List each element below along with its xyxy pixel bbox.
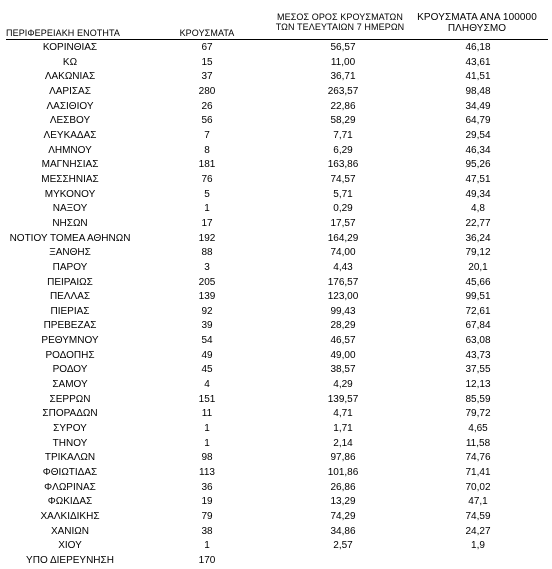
cases-cell: 181 <box>198 159 216 171</box>
table-row <box>0 261 552 276</box>
rate-cell: 49,34 <box>465 188 491 200</box>
cases-cell: 67 <box>201 42 213 53</box>
avg-cell: 2,57 <box>333 540 353 552</box>
rate-cell: 98,48 <box>465 85 491 97</box>
region-cell: ΠΡΕΒΕΖΑΣ <box>43 320 97 332</box>
avg-cell: 4,29 <box>333 379 353 391</box>
table-row <box>0 232 552 247</box>
avg-cell: 28,29 <box>330 320 356 332</box>
table-row <box>0 466 552 481</box>
rate-cell: 11,58 <box>465 437 491 449</box>
avg-cell: 5,71 <box>333 188 353 200</box>
avg-cell: 74,29 <box>330 511 356 522</box>
cases-cell: 38 <box>201 525 213 537</box>
cases-cell: 8 <box>204 144 210 156</box>
rate-cell: 43,61 <box>465 56 491 68</box>
table-row <box>0 41 552 56</box>
header-rate <box>404 12 550 34</box>
cases-cell: 92 <box>201 305 213 317</box>
avg-cell: 101,86 <box>327 467 359 479</box>
rate-cell: 74,76 <box>465 452 491 464</box>
region-cell: ΛΗΜΝΟΥ <box>48 144 92 156</box>
cases-cell: 1 <box>204 437 210 449</box>
table-row <box>0 56 552 71</box>
rate-cell: 72,61 <box>465 305 491 317</box>
avg-cell: 7,71 <box>333 129 353 141</box>
cases-cell: 54 <box>201 335 213 347</box>
region-cell: ΥΠΟ ΔΙΕΡΕΥΝΗΣΗ <box>26 554 114 566</box>
region-cell: ΜΕΣΣΗΝΙΑΣ <box>41 173 99 185</box>
rate-cell: 67,84 <box>465 320 491 332</box>
region-cell: ΦΘΙΩΤΙΔΑΣ <box>42 467 98 479</box>
table-row <box>0 481 552 496</box>
table-row <box>0 305 552 320</box>
header-avg <box>272 12 408 32</box>
table-row <box>0 217 552 232</box>
table-row <box>0 100 552 115</box>
table-row <box>0 349 552 364</box>
table-row <box>0 525 552 540</box>
avg-cell: 17,57 <box>330 217 356 229</box>
cases-cell: 1 <box>204 423 210 435</box>
cases-cell: 56 <box>201 115 213 127</box>
region-cell: ΧΑΝΙΩΝ <box>50 525 90 537</box>
table-row <box>0 276 552 291</box>
table-row <box>0 158 552 173</box>
header-avg-line2: ΤΩΝ ΤΕΛΕΥΤΑΙΩΝ 7 ΗΜΕΡΩΝ <box>275 22 405 32</box>
cases-cell: 37 <box>201 71 213 83</box>
cases-cell: 5 <box>204 188 210 200</box>
rate-cell: 12,13 <box>465 379 491 391</box>
avg-cell: 163,86 <box>327 159 359 171</box>
avg-cell: 2,14 <box>333 437 353 449</box>
avg-cell: 99,43 <box>330 305 356 317</box>
cases-cell: 113 <box>199 467 215 479</box>
region-cell: ΝΗΣΩΝ <box>52 217 88 229</box>
table-row <box>0 144 552 159</box>
avg-cell: 26,86 <box>330 481 356 493</box>
cases-cell: 17 <box>201 217 213 229</box>
avg-cell: 0,29 <box>333 203 353 215</box>
table-row <box>0 554 552 569</box>
cases-cell: 4 <box>204 379 210 391</box>
region-cell: ΣΥΡΟΥ <box>53 423 87 435</box>
region-cell: ΛΑΣΙΘΙΟΥ <box>46 100 94 112</box>
rate-cell: 63,08 <box>465 335 491 347</box>
region-cell: ΣΕΡΡΩΝ <box>49 393 91 405</box>
cases-cell: 151 <box>198 393 216 405</box>
avg-cell: 4,71 <box>333 408 353 420</box>
cases-cell: 7 <box>204 129 210 141</box>
region-cell: ΦΛΩΡΙΝΑΣ <box>44 481 96 493</box>
cases-cell: 36 <box>201 481 213 493</box>
table-row <box>0 495 552 510</box>
header-avg-line1: ΜΕΣΟΣ ΟΡΟΣ ΚΡΟΥΣΜΑΤΩΝ <box>277 12 403 22</box>
avg-cell: 97,86 <box>330 452 356 464</box>
cases-cell: 170 <box>198 554 216 566</box>
table-row <box>0 422 552 437</box>
avg-cell: 49,00 <box>330 349 356 361</box>
table-row <box>0 334 552 349</box>
avg-cell: 22,86 <box>330 100 356 112</box>
avg-cell: 164,29 <box>327 232 359 244</box>
avg-cell: 263,57 <box>327 85 359 97</box>
rate-cell: 47,1 <box>468 496 488 508</box>
region-cell: ΛΑΚΩΝΙΑΣ <box>44 71 96 83</box>
table-row <box>0 363 552 378</box>
rate-cell: 74,59 <box>465 511 491 522</box>
header-divider <box>6 39 548 40</box>
region-cell: ΛΑΡΙΣΑΣ <box>49 85 91 97</box>
avg-cell: 74,00 <box>330 247 356 259</box>
region-cell: ΡΟΔΟΥ <box>52 364 88 376</box>
table-row <box>0 451 552 466</box>
table-row <box>0 129 552 144</box>
cases-cell: 139 <box>198 291 216 303</box>
table-row <box>0 202 552 217</box>
rate-cell: 64,79 <box>465 115 491 127</box>
region-cell: ΤΗΝΟΥ <box>52 437 88 449</box>
cases-cell: 88 <box>201 247 213 259</box>
region-cell: ΧΑΛΚΙΔΙΚΗΣ <box>40 511 100 522</box>
table-row <box>0 437 552 452</box>
cases-cell: 19 <box>201 496 213 508</box>
region-cell: ΤΡΙΚΑΛΩΝ <box>44 452 96 464</box>
cases-cell: 15 <box>201 56 213 68</box>
header-rate-line1: ΚΡΟΥΣΜΑΤΑ ΑΝΑ 100000 <box>417 12 537 23</box>
avg-cell: 74,57 <box>330 173 356 185</box>
rate-cell: 24,27 <box>465 525 491 537</box>
avg-cell: 1,71 <box>333 423 353 435</box>
avg-cell: 56,57 <box>330 42 356 53</box>
rate-cell: 4,65 <box>468 423 488 435</box>
cases-cell: 280 <box>198 85 216 97</box>
cases-cell: 79 <box>201 511 213 522</box>
region-cell: ΡΟΔΟΠΗΣ <box>45 349 95 361</box>
avg-cell: 176,57 <box>327 276 359 288</box>
table-row <box>0 407 552 422</box>
rate-cell: 99,51 <box>465 291 491 303</box>
avg-cell: 4,43 <box>333 261 353 273</box>
avg-cell: 13,29 <box>330 496 356 508</box>
rate-cell: 95,26 <box>465 159 491 171</box>
region-cell: ΦΩΚΙΔΑΣ <box>47 496 93 508</box>
region-cell: ΠΕΙΡΑΙΩΣ <box>47 276 93 288</box>
avg-cell: 11,00 <box>330 56 356 68</box>
region-cell: ΣΑΜΟΥ <box>52 379 88 391</box>
region-cell: ΧΙΟΥ <box>58 540 82 552</box>
region-cell: ΣΠΟΡΑΔΩΝ <box>42 408 98 420</box>
cases-cell: 1 <box>204 203 210 215</box>
avg-cell: 123,00 <box>327 291 359 303</box>
region-cell: ΜΥΚΟΝΟΥ <box>44 188 96 200</box>
rate-cell: 1,9 <box>471 540 485 552</box>
table-row <box>0 173 552 188</box>
cases-cell: 39 <box>201 320 213 332</box>
header-cases: ΚΡΟΥΣΜΑΤΑ <box>179 28 235 38</box>
cases-cell: 49 <box>201 349 213 361</box>
header-region: ΠΕΡΙΦΕΡΕΙΑΚΗ ΕΝΟΤΗΤΑ <box>6 28 121 38</box>
rate-cell: 43,73 <box>465 349 491 361</box>
cases-cell: 11 <box>201 408 213 420</box>
rate-cell: 20,1 <box>468 261 488 273</box>
table-row <box>0 510 552 525</box>
table-row <box>0 290 552 305</box>
region-cell: ΠΕΛΛΑΣ <box>49 291 91 303</box>
rate-cell: 70,02 <box>465 481 491 493</box>
region-cell: ΠΑΡΟΥ <box>52 261 88 273</box>
table-row <box>0 114 552 129</box>
table-row <box>0 85 552 100</box>
region-cell: ΞΑΝΘΗΣ <box>49 247 91 259</box>
table-body <box>0 41 552 569</box>
avg-cell: 6,29 <box>333 144 353 156</box>
region-cell: ΚΟΡΙΝΘΙΑΣ <box>42 42 98 53</box>
region-cell: ΛΕΥΚΑΔΑΣ <box>43 129 97 141</box>
cases-cell: 192 <box>198 232 216 244</box>
rate-cell: 41,51 <box>465 71 491 83</box>
rate-cell: 46,18 <box>465 42 491 53</box>
table-row <box>0 539 552 554</box>
cases-cell: 45 <box>201 364 213 376</box>
rate-cell: 46,34 <box>465 144 491 156</box>
cases-cell: 26 <box>201 100 213 112</box>
rate-cell: 29,54 <box>465 129 491 141</box>
region-cell: ΚΩ <box>62 56 78 68</box>
table-row <box>0 188 552 203</box>
region-cell: ΜΑΓΝΗΣΙΑΣ <box>41 159 99 171</box>
rate-cell: 22,77 <box>465 217 491 229</box>
rate-cell: 79,72 <box>465 408 491 420</box>
rate-cell: 47,51 <box>465 173 491 185</box>
avg-cell: 139,57 <box>327 393 359 405</box>
rate-cell: 45,66 <box>465 276 491 288</box>
avg-cell: 36,71 <box>330 71 356 83</box>
avg-cell: 46,57 <box>330 335 356 347</box>
cases-cell: 3 <box>204 261 210 273</box>
region-cell: ΝΟΤΙΟΥ ΤΟΜΕΑ ΑΘΗΝΩΝ <box>9 232 131 244</box>
rate-cell: 37,55 <box>465 364 491 376</box>
header-rate-line2: ΠΛΗΘΥΣΜΟ <box>447 23 507 34</box>
rate-cell: 34,49 <box>465 100 491 112</box>
rate-cell: 85,59 <box>465 393 491 405</box>
rate-cell: 36,24 <box>465 232 491 244</box>
cases-cell: 205 <box>198 276 216 288</box>
rate-cell: 79,12 <box>465 247 491 259</box>
region-cell: ΠΙΕΡΙΑΣ <box>50 305 90 317</box>
cases-cell: 1 <box>204 540 210 552</box>
table-row <box>0 246 552 261</box>
table-row <box>0 70 552 85</box>
rate-cell: 4,8 <box>471 203 485 215</box>
rate-cell: 71,41 <box>465 467 491 479</box>
region-cell: ΛΕΣΒΟΥ <box>49 115 91 127</box>
cases-cell: 76 <box>201 173 213 185</box>
region-cell: ΡΕΘΥΜΝΟΥ <box>41 335 99 347</box>
table-row <box>0 319 552 334</box>
avg-cell: 34,86 <box>330 525 356 537</box>
table-row <box>0 393 552 408</box>
avg-cell: 58,29 <box>330 115 356 127</box>
table-row <box>0 378 552 393</box>
avg-cell: 38,57 <box>330 364 356 376</box>
region-cell: ΝΑΞΟΥ <box>52 203 88 215</box>
cases-cell: 98 <box>201 452 213 464</box>
